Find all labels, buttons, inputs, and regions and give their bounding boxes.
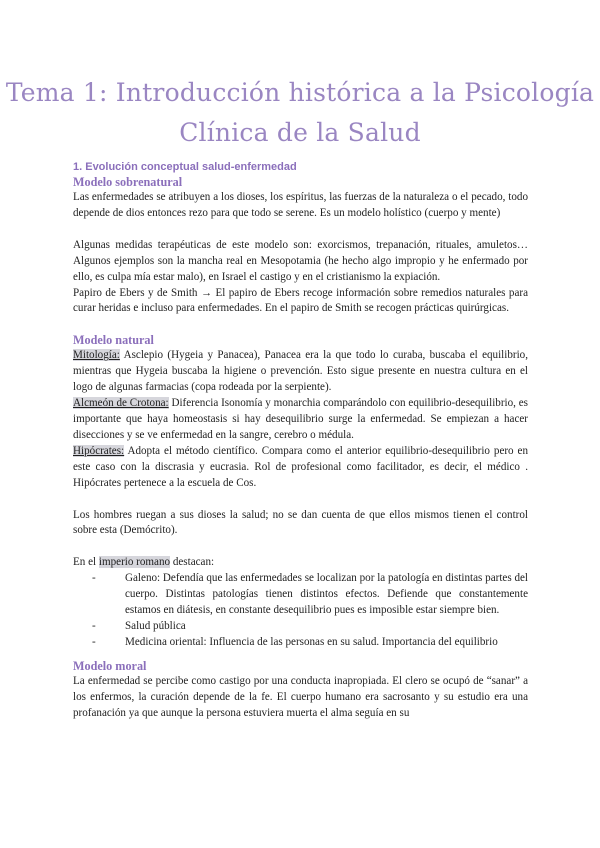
- document-title-line-2: Clínica de la Salud: [179, 118, 421, 147]
- document-body: [73, 160, 528, 721]
- paragraph-sobrenatural-1: Las enfermedades se atribuyen a los dioses, los espíritus, las fuerzas de la naturaleza o el pecado, todo depende de dios entonces rezo para que todo se serene. Es un modelo holístico (cuerpo y mente): [73, 191, 528, 219]
- text-alcmeon: Diferencia Isonomía y monarchia comparándolo con equilibrio-desequilibrio, es importante que haya homeostasis si hay desequilibrio surge la enfermedad. Se empiezan a hacer disecciones y se ve enfermedad en la sangre, cerebro o médula.: [73, 397, 528, 441]
- list-item-salud-publica: - Salud pública: [125, 619, 528, 635]
- paragraph-mitologia: [73, 348, 528, 396]
- text-mitologia: Asclepio (Hygeia y Panacea), Panacea era la que todo lo curaba, buscaba el equilibrio, mientras que Hygeia buscaba la higiene o prevención. Esto sigue presente en nuestra cultura en el logo de algunas farmacias (copa rodeada por la serpiente).: [73, 349, 528, 394]
- text-imperio-post: destacan:: [170, 556, 215, 569]
- text-hipocrates: Adopta el método científico. Compara como el anterior equilibrio-desequilibrio pero en este caso con la discrasia y eucrasia. Rol de profesional como facilitador, es decir, el médico . Hipócrates pertenece a la escuela de Cos.: [73, 444, 528, 489]
- label-hipocrates: Hipócrates:: [73, 444, 125, 457]
- section-heading-1: 1. Evolución conceptual salud-enfermedad: [73, 161, 297, 173]
- paragraph-democrito: Los hombres ruegan a sus dioses la salud; no se dan cuenta de que ellos mismos tienen el control sobre esta (Demócrito).: [73, 508, 528, 537]
- paragraph-hipocrates: [73, 444, 528, 492]
- heading-modelo-sobrenatural: Modelo sobrenatural: [73, 175, 183, 189]
- heading-modelo-natural: Modelo natural: [73, 333, 154, 348]
- label-alcmeon: Alcmeón de Crotona:: [73, 397, 169, 410]
- heading-modelo-moral: Modelo moral: [73, 658, 147, 673]
- paragraph-moral-1: La enfermedad se percibe como castigo por una conducta inapropiada. El clero se ocupó de “sanar” a los enfermos, la curación depende de la fe. El cuerpo humano era sacrosanto y su estudio era una profanación ya que aunque la persona estuviera muerta el alma seguía en su: [73, 674, 528, 719]
- list-item-galeno: - Galeno: Defendía que las enfermedades se localizan por la patología en distintas partes del cuerpo. Distintas patologías tienen distintos efectos. Defiende que constantemente estamos en diátesis, en constante desequilibrio pues es imposible estar siempre bien.: [125, 571, 528, 619]
- paragraph-alcmeon: [73, 396, 528, 444]
- document-title-line-1: Tema 1: Introducción histórica a la Psicología: [5, 78, 595, 107]
- paragraph-sobrenatural-2: Algunas medidas terapéuticas de este modelo son: exorcismos, trepanación, rituales, amuletos… Algunos ejemplos son la mancha real en Mesopotamia (he hecho algo impropio y he enfermado por ello, es culpa mía estar malo), en Israel el castigo y en el cristianismo la expiación.: [73, 238, 528, 283]
- imperio-romano-list: [73, 571, 528, 651]
- label-imperio-romano: imperio romano: [98, 556, 171, 569]
- paragraph-imperio-romano: [73, 555, 528, 571]
- label-mitologia: Mitología:: [73, 349, 120, 362]
- text-imperio-pre: En el: [73, 556, 99, 569]
- paragraph-papiros: Papiro de Ebers y de Smith → El papiro de Ebers recoge información sobre remedios naturales para curar heridas e incluso para enfermedades. En el papiro de Smith se recogen prácticas quirúrgicas.: [73, 286, 528, 315]
- list-item-medicina-oriental: - Medicina oriental: Influencia de las personas en su salud. Importancia del equilibrio: [125, 635, 528, 651]
